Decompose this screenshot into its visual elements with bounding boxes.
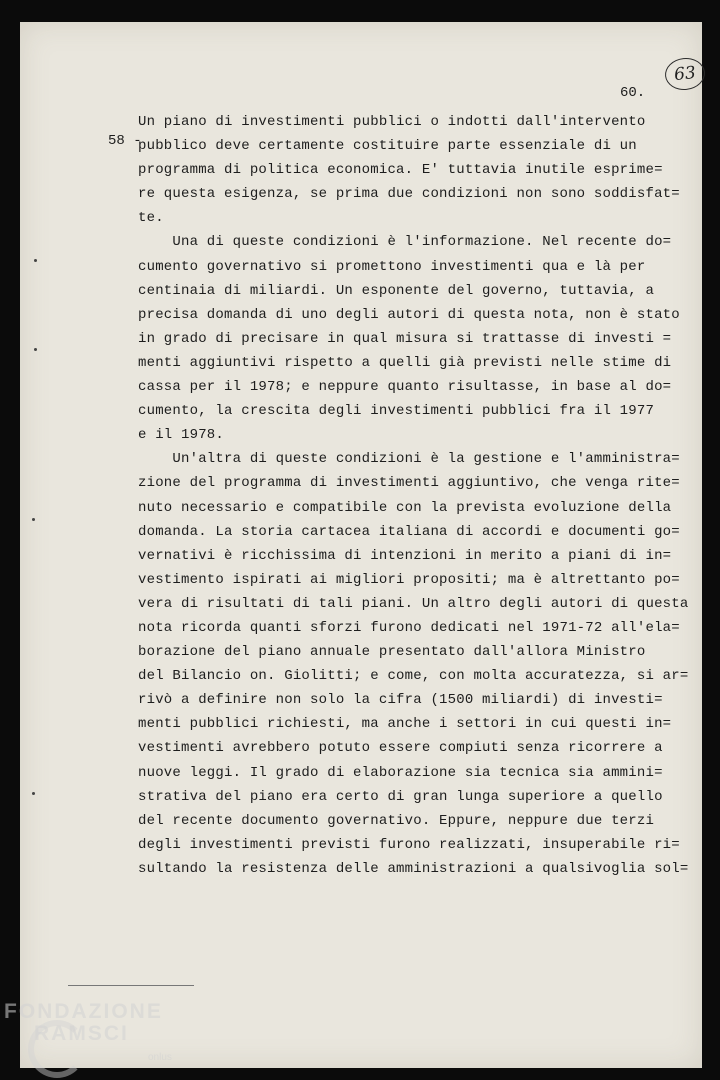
text-line: centinaia di miliardi. Un esponente del governo, tuttavia, a <box>138 282 655 299</box>
text-line: menti aggiuntivi rispetto a quelli già previsti nelle stime di <box>138 354 672 371</box>
text-line: Una di queste condizioni è l'informazione. Nel recente do= <box>138 234 672 251</box>
text-line: vestimento ispirati ai migliori propositi; ma è altrettanto po= <box>138 571 680 588</box>
text-line: e il 1978. <box>138 427 225 444</box>
text-line: del recente documento governativo. Eppure, neppure due terzi <box>138 812 655 829</box>
text-line: del Bilancio on. Giolitti; e come, con molta accuratezza, si ar= <box>138 668 689 685</box>
text-line: nota ricorda quanti sforzi furono dedicati nel 1971-72 all'ela= <box>138 619 680 636</box>
page-number: 60. <box>620 85 646 101</box>
text-line: nuto necessario e compatibile con la prevista evoluzione della <box>138 499 672 516</box>
text-line: strativa del piano era certo di gran lunga superiore a quello <box>138 788 663 805</box>
text-line: cumento governativo si promettono investimenti qua e là per <box>138 258 646 275</box>
text-line: zione del programma di investimenti aggiuntivo, che venga rite= <box>138 475 680 492</box>
text-line: vestimenti avrebbero potuto essere compiuti senza ricorrere a <box>138 740 663 757</box>
footer-rule <box>68 985 194 986</box>
text-line: rivò a definire non solo la cifra (1500 miliardi) di investi= <box>138 692 663 709</box>
text-line: programma di politica economica. E' tuttavia inutile esprime= <box>138 162 663 179</box>
text-line: te. <box>138 210 164 227</box>
paragraph-number: 58 - <box>108 133 142 149</box>
margin-mark <box>34 348 37 351</box>
text-line: degli investimenti previsti furono realizzati, insuperabile ri= <box>138 836 680 853</box>
text-line: cumento, la crescita degli investimenti pubblici fra il 1977 <box>138 403 655 420</box>
watermark-line2: RAMSCI <box>34 1022 129 1045</box>
margin-mark <box>32 792 35 795</box>
text-line: Un'altra di queste condizioni è la gestione e l'amministra= <box>138 451 680 468</box>
text-line: vernativi è ricchissima di intenzioni in merito a piani di in= <box>138 547 672 564</box>
text-line: in grado di precisare in qual misura si trattasse di investi = <box>138 330 672 347</box>
text-line: borazione del piano annuale presentato dall'allora Ministro <box>138 644 646 661</box>
margin-mark <box>32 518 35 521</box>
text-line: sultando la resistenza delle amministrazioni a qualsivoglia sol= <box>138 860 689 877</box>
text-line: cassa per il 1978; e neppure quanto risultasse, in base al do= <box>138 379 672 396</box>
text-line: nuove leggi. Il grado di elaborazione sia tecnica sia ammini= <box>138 764 663 781</box>
text-line: precisa domanda di uno degli autori di questa nota, non è stato <box>138 306 680 323</box>
text-line: pubblico deve certamente costituire parte essenziale di un <box>138 138 637 155</box>
watermark-line1: FONDAZIONE <box>4 1000 163 1023</box>
text-line: vera di risultati di tali piani. Un altro degli autori di questa <box>138 595 689 612</box>
watermark-logo <box>4 1000 194 1080</box>
folio-number: 63 <box>663 56 706 92</box>
text-line: domanda. La storia cartacea italiana di accordi e documenti go= <box>138 523 680 540</box>
text-line: menti pubblici richiesti, ma anche i settori in cui questi in= <box>138 716 672 733</box>
text-line: re questa esigenza, se prima due condizioni non sono soddisfat= <box>138 186 680 203</box>
body-text <box>138 110 689 881</box>
text-line: Un piano di investimenti pubblici o indotti dall'intervento <box>138 114 646 130</box>
watermark-line3: onlus <box>148 1052 172 1063</box>
margin-mark <box>34 259 37 262</box>
